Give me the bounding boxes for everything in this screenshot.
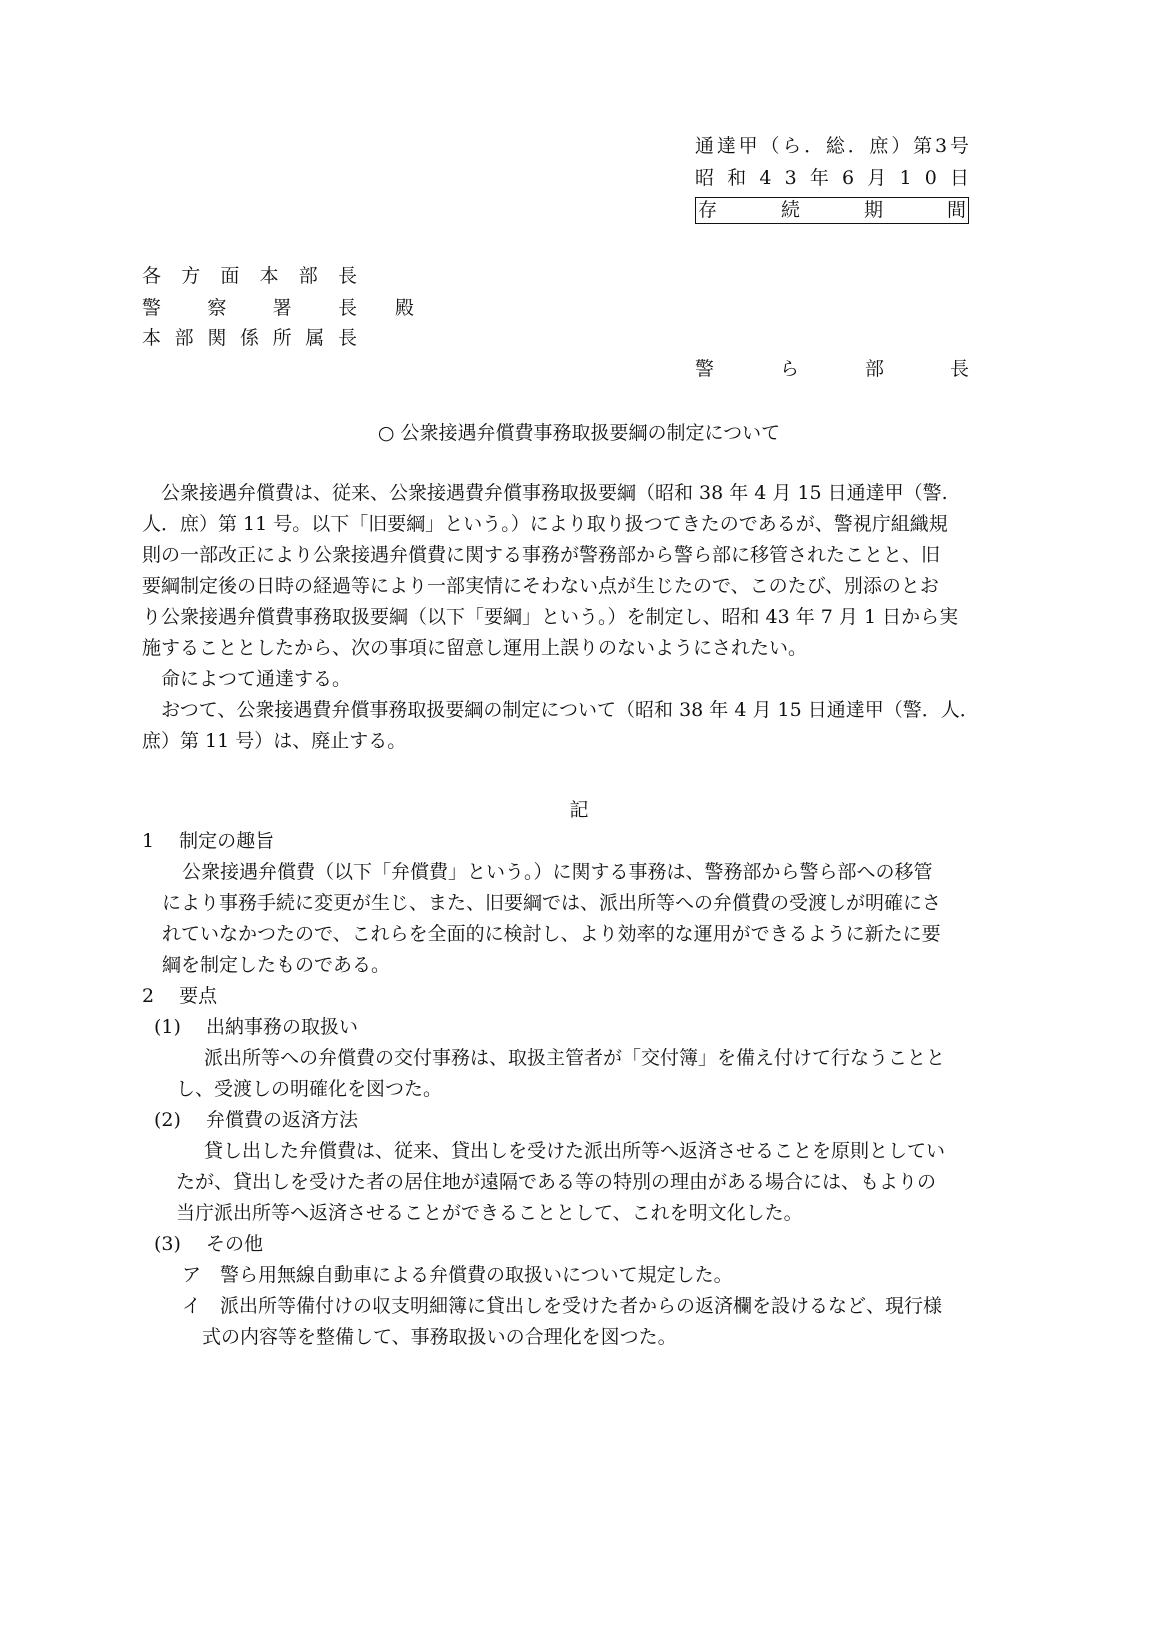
notice-number: 通 達 甲 （ ら ． 総 ． 庶 ） 第 3 号 — [695, 135, 969, 157]
item-line: 当庁派出所等へ返済させることができることとして、これを明文化した。 — [176, 1202, 803, 1224]
body-line: 庶）第 11 号）は、廃止する。 — [142, 730, 407, 752]
body-line: 公衆接遇弁償費は、従来、公衆接遇費弁償事務取扱要綱（昭和 38 年 4 月 15 日通達甲（警. — [142, 482, 948, 504]
addressee-line-3: 本 部 関 係 所 属 長 — [142, 327, 357, 349]
item-line: により事務手続に変更が生じ、また、旧要綱では、派出所等への弁償費の受渡しが明確にさ — [162, 892, 942, 914]
item-line: (1) 出納事務の取扱い — [154, 1016, 358, 1038]
item-line: (2) 弁償費の返済方法 — [154, 1109, 358, 1131]
body-line: 命によつて通達する。 — [142, 668, 352, 690]
item-line: 2 要点 — [142, 985, 218, 1007]
body-line: 人．庶）第 11 号。以下「旧要綱」という。）により取り扱つてきたのであるが、警視庁組織規 — [142, 513, 948, 535]
item-line: れていなかつたので、これらを全面的に検討し、より効率的な運用ができるように新たに要 — [162, 923, 941, 945]
addressee-honorific: 殿 — [395, 297, 415, 319]
addressee-line-2: 警 察 署 長 — [142, 297, 357, 319]
addressee-line-1: 各 方 面 本 部 長 — [142, 265, 357, 287]
retention-period-box: 存 続 期 間 — [695, 197, 969, 224]
item-line: ア 警ら用無線自動車による弁償費の取扱いについて規定した。 — [182, 1264, 733, 1286]
item-line: し、受渡しの明確化を図つた。 — [176, 1078, 443, 1100]
item-line: たが、貸出しを受けた者の居住地が遠隔である等の特別の理由がある場合には、もよりの — [176, 1171, 937, 1193]
issue-date: 昭 和 4 3 年 6 月 1 0 日 — [695, 167, 969, 189]
item-line: 1 制定の趣旨 — [142, 830, 275, 852]
ki-heading: 記 — [569, 799, 589, 821]
document-title: ○ 公衆接遇弁償費事務取扱要綱の制定について — [377, 422, 781, 444]
body-line: り公衆接遇弁償費事務取扱要綱（以下「要綱」という。）を制定し、昭和 43 年 7 月 1 日から実 — [142, 606, 959, 628]
item-line: イ 派出所等備付けの収支明細簿に貸出しを受けた者からの返済欄を設けるなど、現行様 — [182, 1295, 943, 1317]
sender: 警 ら 部 長 — [695, 358, 969, 380]
item-line: 派出所等への弁償費の交付事務は、取扱主管者が「交付簿」を備え付けて行なうことと — [204, 1047, 946, 1069]
item-line: 貸し出した弁償費は、従来、貸出しを受けた派出所等へ返済させることを原則としてい — [204, 1140, 946, 1162]
item-line: 綱を制定したものである。 — [162, 954, 391, 976]
body-line: 則の一部改正により公衆接遇弁償費に関する事務が警務部から警ら部に移管されたことと、旧 — [142, 544, 941, 566]
body-line: 施することとしたから、次の事項に留意し運用上誤りのないようにされたい。 — [142, 637, 808, 659]
body-line: 要綱制定後の日時の経過等により一部実情にそわない点が生じたので、このたび、別添のとお — [142, 575, 939, 597]
item-line: (3) その他 — [154, 1233, 263, 1255]
item-line: 式の内容等を整備して、事務取扱いの合理化を図つた。 — [202, 1326, 677, 1348]
item-line: 公衆接遇弁償費（以下「弁償費」という。）に関する事務は、警務部から警ら部への移管 — [182, 861, 933, 883]
body-line: おつて、公衆接遇費弁償事務取扱要綱の制定について（昭和 38 年 4 月 15 日通達甲（警．人． — [142, 699, 979, 721]
